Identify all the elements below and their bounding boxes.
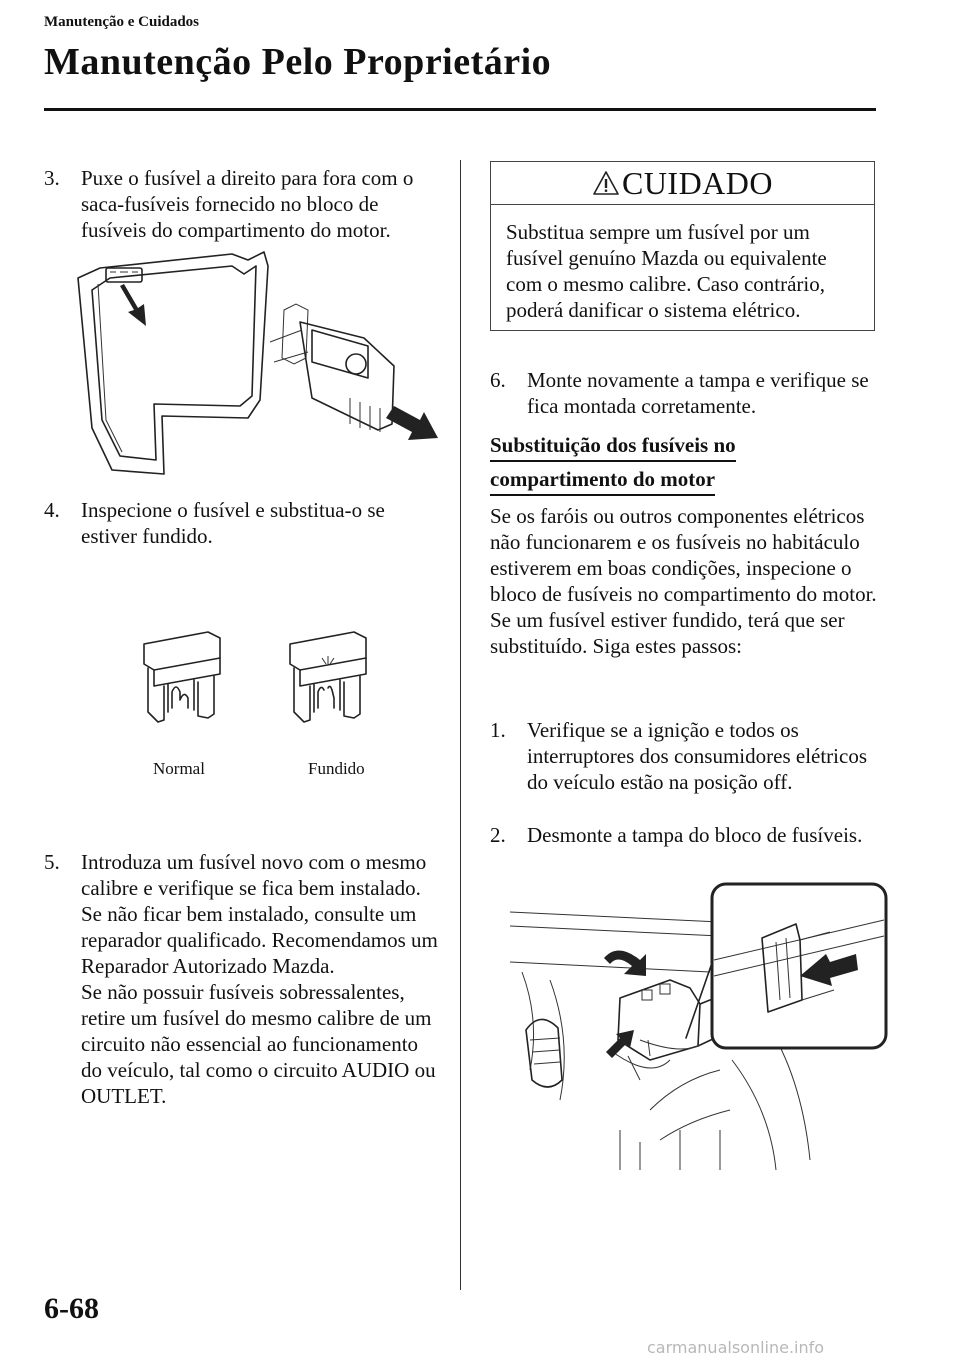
inset-zoom-detail [686, 884, 886, 1048]
pull-direction-arrow [386, 406, 438, 440]
step-3-text: Puxe o fusível a direito para fora com o saca-fusíveis fornecido no bloco de fusíveis do compartimento do motor. [81, 166, 414, 242]
caution-header [491, 162, 874, 205]
fuse-puller-detail [270, 304, 394, 432]
section-label: Manutenção e Cuidados [44, 14, 200, 30]
step-1-number: 1. [490, 718, 506, 742]
step-3 [44, 165, 444, 243]
fuse-blown-label: Fundido [308, 759, 365, 778]
step-2-number: 2. [490, 823, 506, 847]
step-4 [44, 497, 444, 549]
fuse-blown-illustration [284, 628, 374, 726]
engine-fuse-paragraph: Se os faróis ou outros componentes elétricos não funcionarem e os fusíveis no habitáculo estiverem em boas condições, inspecione o bloco de fusíveis no compartimento do motor. Se um fusível estiver fundido, terá que ser substituído. Siga estes passos: [490, 504, 877, 658]
step-1 [490, 717, 880, 795]
tab-press-arrow [606, 1030, 634, 1058]
warning-triangle-icon [592, 170, 620, 196]
step-1-text: Verifique se a ignição e todos os interruptores dos consumidores elétricos do veículo estão na posição off. [527, 718, 867, 794]
fuse-normal-illustration [138, 628, 228, 726]
step-4-number: 4. [44, 498, 60, 522]
watermark: carmanualsonline.info [647, 1338, 825, 1357]
caution-box [490, 161, 875, 331]
subheading-line-1: Substituição dos fusíveis no [490, 432, 736, 462]
step-4-text: Inspecione o fusível e substitua-o se estiver fundido. [81, 498, 385, 548]
step-2 [490, 822, 880, 848]
lift-cover-arrow [604, 950, 646, 976]
chapter-title: Manutenção Pelo Proprietário [44, 41, 552, 83]
step-2-text: Desmonte a tampa do bloco de fusíveis. [527, 823, 863, 847]
subheading [490, 432, 736, 496]
page-number: 6-68 [44, 1292, 99, 1325]
engine-bay-fuse-block-illustration [500, 880, 892, 1170]
step-5-text-2: Se não possuir fusíveis sobressalentes, retire um fusível do mesmo calibre de um circuito não essencial ao funcionamento do veículo, tal como o circuito AUDIO ou OUTLET. [81, 980, 436, 1108]
step-5-text: Introduza um fusível novo com o mesmo calibre e verifique se fica bem instalado. Se não ficar bem instalado, consulte um reparador qualificado. Recomendamos um Reparador Autorizado Mazda. [81, 850, 438, 978]
step-5-number: 5. [44, 850, 60, 874]
subheading-line-2: compartimento do motor [490, 466, 715, 496]
fuse-puller-illustration [72, 248, 447, 488]
column-divider [460, 160, 461, 1290]
step-6 [490, 367, 880, 419]
header-rule [44, 108, 876, 111]
caution-title: CUIDADO [621, 164, 774, 201]
step-5 [44, 849, 444, 1109]
step-3-number: 3. [44, 166, 60, 190]
step-6-number: 6. [490, 368, 506, 392]
caution-text: Substitua sempre um fusível por um fusível genuíno Mazda ou equivalente com o mesmo calibre. Caso contrário, poderá danificar o sistema elétrico. [506, 220, 827, 322]
fuse-normal-label: Normal [153, 759, 205, 778]
step-6-text: Monte novamente a tampa e verifique se fica montada corretamente. [527, 368, 869, 418]
